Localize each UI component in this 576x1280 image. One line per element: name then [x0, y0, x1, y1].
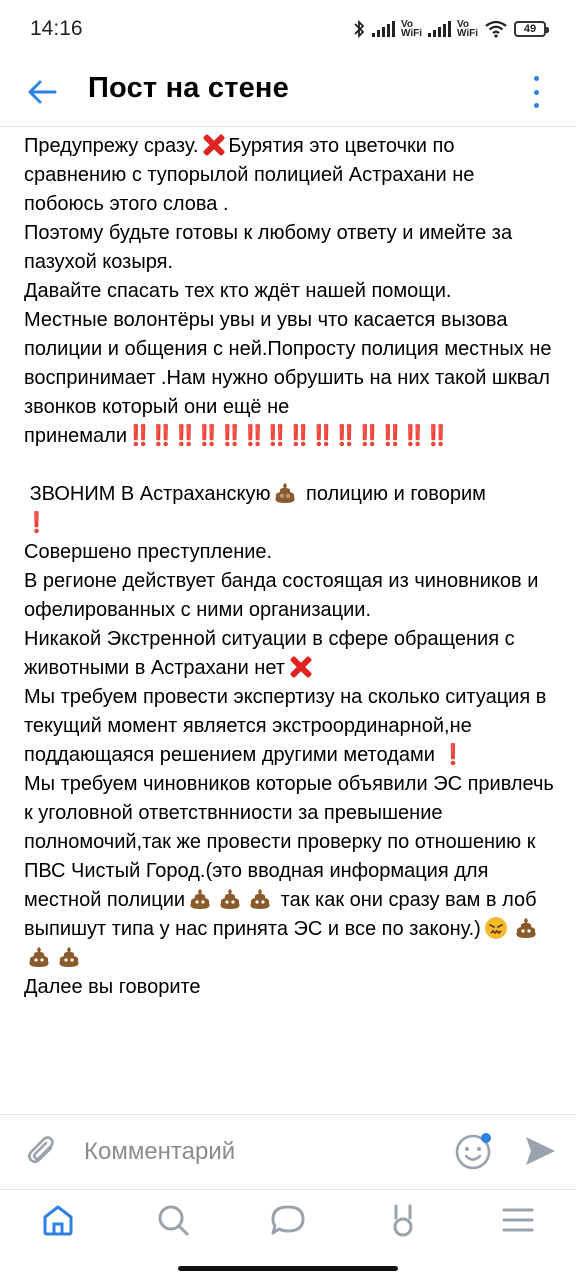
exclamation-icon: ❗ [24, 512, 47, 534]
paperclip-icon[interactable] [24, 1133, 60, 1169]
status-bar [0, 0, 576, 58]
home-icon [40, 1202, 76, 1238]
post-paragraph [24, 306, 556, 451]
comment-bar [0, 1115, 576, 1189]
tab-services[interactable] [373, 1195, 433, 1245]
tab-messages[interactable] [258, 1195, 318, 1245]
spacer [24, 451, 556, 480]
poop-icon [218, 888, 242, 910]
battery-icon: 49 [514, 21, 546, 37]
volte-badge: Vo WiFi [400, 19, 422, 39]
tab-search[interactable] [143, 1195, 203, 1245]
post-line: Местные волонтёры увы и увы что касается вызова полиции и общения с ней.Попросту полиция местных не воспринимает .Нам нужно обрушить на них такой шквал звонков который они ещё не принемали [24, 309, 552, 447]
bluetooth-icon [352, 19, 366, 39]
comment-input[interactable] [84, 1135, 424, 1169]
status-icons [352, 19, 546, 39]
post-paragraph [24, 770, 556, 973]
more-vertical-icon [534, 76, 539, 81]
post-line: так как они сразу вам в лоб выпишут типа у нас принята ЭС и все по закону.) [24, 889, 537, 940]
post-line: ЗВОНИМ В Астраханскую [29, 483, 271, 505]
poop-icon [188, 888, 212, 910]
post-paragraph [24, 625, 556, 683]
messages-icon [270, 1203, 306, 1237]
post-line: Бурятия это цветочки по сравнению с тупорылой полицией Астрахани не побоюсь этого слова . [24, 135, 475, 215]
post-line: Мы требуем чиновников которые объявили ЭС привлечь к уголовной ответствнниости за превышение полномочий,так же провести проверку по отношению к ПВС Чистый Город.(это вводная информация для местной полиции [24, 773, 554, 911]
post-text [24, 132, 556, 1110]
cross-mark-icon [200, 135, 226, 155]
dot [534, 90, 539, 95]
poop-icon [27, 946, 51, 968]
poop-icon [57, 946, 81, 968]
signal-icon-2 [428, 21, 451, 37]
post-line: полицию и говорим [306, 483, 486, 505]
volte-badge-2: Vo WiFi [456, 19, 478, 39]
post-line: Предупрежу сразу. [24, 135, 199, 157]
post-paragraph: Давайте спасать тех кто ждёт нашей помощи. [24, 280, 452, 302]
more-options-button[interactable] [526, 74, 546, 110]
services-icon [387, 1202, 419, 1238]
angry-face-icon [484, 916, 508, 940]
bottom-tab-bar [0, 1190, 576, 1250]
post-paragraph: Поэтому будьте готовы к любому ответу и имейте за пазухой козыря. [24, 222, 513, 273]
tab-menu[interactable] [488, 1195, 548, 1245]
back-button[interactable] [22, 72, 62, 112]
menu-icon [501, 1205, 535, 1235]
tab-home[interactable] [28, 1195, 88, 1245]
send-icon[interactable] [522, 1133, 558, 1169]
post-paragraph: Совершено преступление. [24, 541, 273, 563]
arrow-left-icon [27, 79, 57, 105]
cross-mark-icon [287, 657, 313, 677]
post-line: Мы требуем провести экспертизу на сколько ситуация в текущий момент является экстроординарной,не поддающаяся решением другими методами [24, 686, 547, 766]
header [0, 58, 576, 126]
post-paragraph [24, 480, 556, 538]
wifi-icon [484, 20, 508, 38]
status-time: 14:16 [30, 17, 83, 40]
signal-icon [372, 21, 395, 37]
dot [534, 103, 539, 108]
poop-icon [273, 482, 297, 504]
page-title: Пост на стене [88, 72, 289, 104]
home-indicator [178, 1266, 398, 1271]
exclamation-icon: ❗ [440, 744, 464, 766]
post-paragraph: Далее вы говорите [24, 976, 201, 998]
post-paragraph [24, 132, 556, 219]
header-divider [0, 126, 576, 127]
search-icon [156, 1203, 190, 1237]
double-exclamation-icon: ‼️‼️‼️‼️‼️‼️‼️‼️‼️‼️‼️‼️‼️‼️ [127, 425, 448, 447]
poop-icon [248, 888, 272, 910]
poop-icon [514, 917, 538, 939]
post-paragraph [24, 683, 556, 770]
smiley-icon[interactable] [454, 1131, 494, 1171]
post-paragraph: В регионе действует банда состоящая из чиновников и офелированных с ними организации. [24, 570, 539, 621]
post-line: Никакой Экстренной ситуации в сфере обращения с животными в Астрахани нет [24, 628, 515, 679]
